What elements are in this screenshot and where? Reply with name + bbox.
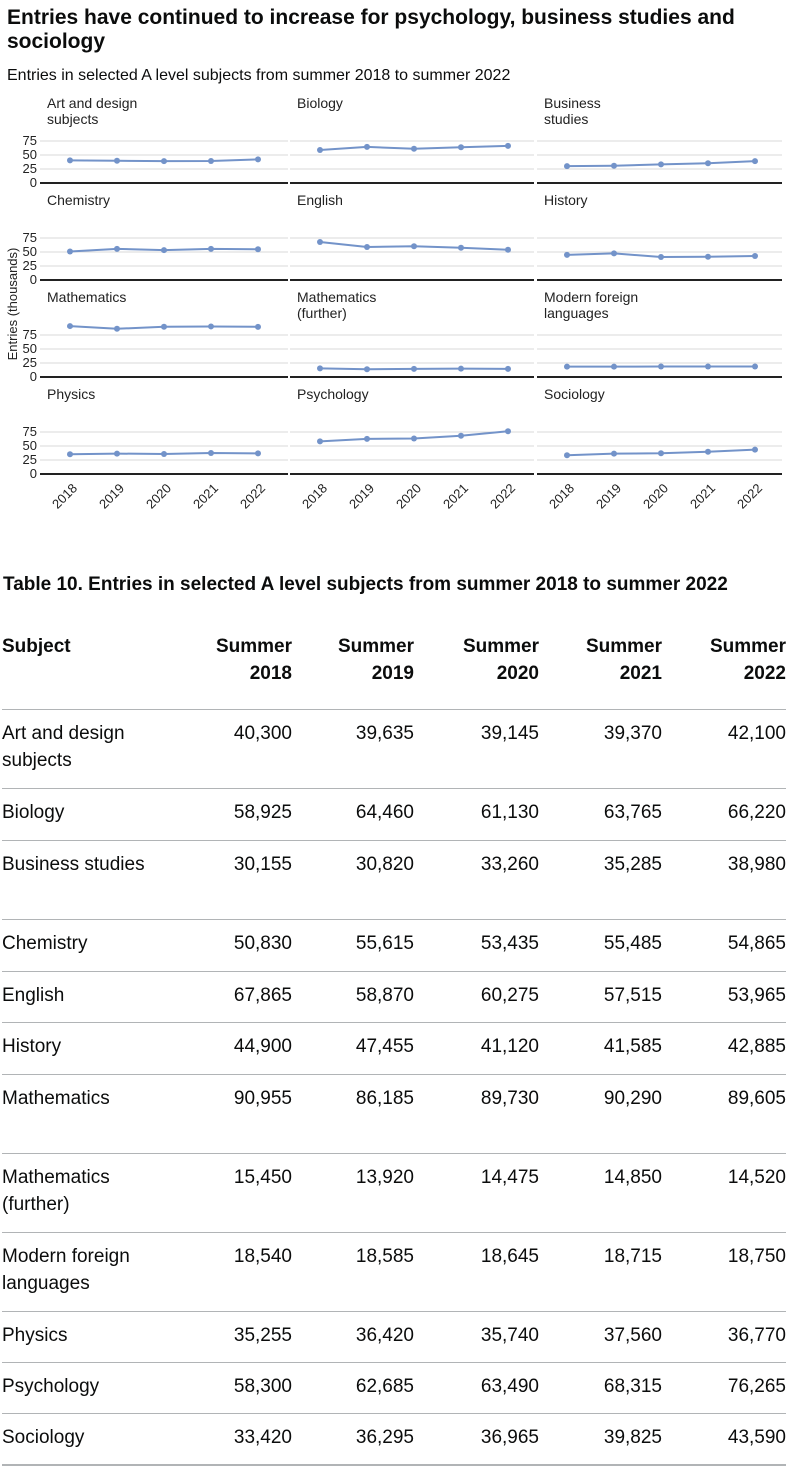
panel-title: studies	[544, 111, 589, 127]
panel-title: Physics	[47, 386, 96, 402]
x-tick-label: 2020	[640, 480, 672, 512]
x-tick-label: 2021	[190, 480, 222, 512]
value-cell: 15,450	[172, 1154, 292, 1233]
value-cell: 44,900	[172, 1023, 292, 1075]
x-tick-label: 2019	[96, 480, 128, 512]
panel-title: Biology	[297, 95, 343, 111]
y-tick-label: 75	[22, 230, 37, 245]
data-point	[658, 254, 664, 260]
panel-title: English	[297, 192, 343, 208]
value-cell: 50,830	[172, 920, 292, 972]
y-tick-label: 25	[22, 258, 37, 273]
data-point	[208, 323, 214, 329]
data-point	[458, 433, 464, 439]
value-cell: 55,615	[292, 920, 414, 972]
subject-cell	[2, 1233, 172, 1312]
value-cell: 58,300	[172, 1363, 292, 1414]
data-point	[317, 239, 323, 245]
subject-text: languages	[2, 1273, 90, 1294]
data-point	[411, 366, 417, 372]
value-cell: 14,850	[539, 1154, 662, 1233]
header-text: Summer	[462, 636, 539, 657]
data-point	[255, 450, 261, 456]
chart-title: Entries have continued to increase for psychology, business studies and sociology	[7, 6, 735, 53]
panel-title: subjects	[47, 111, 99, 127]
data-point	[67, 323, 73, 329]
data-point	[611, 451, 617, 457]
header-text: 2022	[743, 663, 786, 684]
value-cell: 62,685	[292, 1363, 414, 1414]
x-tick-label: 2020	[143, 480, 175, 512]
data-point	[611, 250, 617, 256]
data-point	[114, 326, 120, 332]
subject-cell	[2, 1414, 172, 1466]
value-cell: 58,870	[292, 972, 414, 1023]
y-axis-label: Entries (thousands)	[5, 247, 20, 361]
table-header-row	[2, 633, 786, 710]
header-text: Summer	[215, 636, 292, 657]
value-cell: 37,560	[539, 1312, 662, 1363]
panel-title: Sociology	[544, 386, 605, 402]
panel	[290, 386, 534, 512]
value-cell: 35,740	[414, 1312, 539, 1363]
subject-text: subjects	[2, 750, 72, 771]
table-row	[2, 710, 786, 789]
value-cell: 89,605	[662, 1075, 786, 1154]
value-cell: 63,490	[414, 1363, 539, 1414]
data-point	[611, 364, 617, 370]
subject-text: Art and design	[2, 723, 125, 744]
data-point	[208, 450, 214, 456]
subject-cell	[2, 1023, 172, 1075]
data-point	[317, 147, 323, 153]
table-row	[2, 1312, 786, 1363]
panel	[290, 192, 534, 280]
data-point	[411, 243, 417, 249]
panel-title: Mathematics	[297, 289, 377, 305]
table-row	[2, 1414, 786, 1466]
data-point	[611, 163, 617, 169]
panel-title: Psychology	[297, 386, 369, 402]
y-tick-label: 0	[29, 466, 37, 481]
value-cell: 38,980	[662, 841, 786, 920]
panel	[23, 192, 288, 287]
value-cell: 42,885	[662, 1023, 786, 1075]
x-tick-label: 2022	[487, 480, 519, 512]
value-cell: 33,260	[414, 841, 539, 920]
value-cell: 40,300	[172, 710, 292, 789]
data-point	[411, 435, 417, 441]
value-cell: 54,865	[662, 920, 786, 972]
subject-text: (further)	[2, 1194, 70, 1215]
subject-text: Mathematics	[2, 1167, 110, 1188]
data-point	[364, 144, 370, 150]
x-tick-label: 2019	[346, 480, 378, 512]
table-body	[2, 710, 786, 1466]
value-cell: 14,475	[414, 1154, 539, 1233]
value-cell: 68,315	[539, 1363, 662, 1414]
value-cell: 64,460	[292, 789, 414, 841]
value-cell: 41,585	[539, 1023, 662, 1075]
y-tick-label: 50	[22, 341, 37, 356]
x-tick-label: 2018	[546, 480, 578, 512]
value-cell: 39,635	[292, 710, 414, 789]
value-cell: 89,730	[414, 1075, 539, 1154]
panel	[290, 95, 534, 183]
subject-cell	[2, 710, 172, 789]
value-cell: 55,485	[539, 920, 662, 972]
data-point	[658, 364, 664, 370]
value-cell: 41,120	[414, 1023, 539, 1075]
value-cell: 57,515	[539, 972, 662, 1023]
panel-title: Business	[544, 95, 601, 111]
x-tick-label: 2021	[687, 480, 719, 512]
entries-table	[2, 633, 786, 1466]
data-point	[458, 245, 464, 251]
value-cell: 30,820	[292, 841, 414, 920]
subject-text: Physics	[2, 1325, 68, 1346]
subject-cell	[2, 920, 172, 972]
table-row	[2, 1363, 786, 1414]
data-point	[505, 366, 511, 372]
panel	[23, 95, 288, 190]
data-point	[208, 158, 214, 164]
data-point	[67, 451, 73, 457]
data-point	[458, 366, 464, 372]
value-cell: 36,420	[292, 1312, 414, 1363]
panel-title: Modern foreign	[544, 289, 639, 305]
subject-cell	[2, 1154, 172, 1233]
subject-text: Psychology	[2, 1376, 100, 1397]
value-cell: 18,540	[172, 1233, 292, 1312]
value-cell: 35,285	[539, 841, 662, 920]
data-point	[364, 366, 370, 372]
subject-text: Chemistry	[2, 933, 88, 954]
value-cell: 36,770	[662, 1312, 786, 1363]
panel	[23, 386, 288, 512]
data-point	[255, 156, 261, 162]
data-point	[705, 449, 711, 455]
value-cell: 18,715	[539, 1233, 662, 1312]
chart-subtitle: Entries in selected A level subjects from summer 2018 to summer 2022	[7, 67, 511, 84]
header-text: Summer	[585, 636, 662, 657]
value-cell: 53,435	[414, 920, 539, 972]
data-point	[161, 247, 167, 253]
panel-title: Art and design	[47, 95, 138, 111]
data-point	[364, 436, 370, 442]
table-row	[2, 972, 786, 1023]
year-column-header	[414, 633, 539, 710]
data-point	[752, 447, 758, 453]
subject-cell	[2, 841, 172, 920]
subject-cell	[2, 789, 172, 841]
value-cell: 39,370	[539, 710, 662, 789]
y-tick-label: 75	[22, 424, 37, 439]
table-row	[2, 1233, 786, 1312]
value-cell: 30,155	[172, 841, 292, 920]
data-point	[208, 246, 214, 252]
subject-text: English	[2, 985, 65, 1006]
data-point	[564, 452, 570, 458]
year-column-header	[539, 633, 662, 710]
value-cell: 39,825	[539, 1414, 662, 1466]
value-cell: 35,255	[172, 1312, 292, 1363]
panel-title: languages	[544, 305, 609, 321]
value-cell: 76,265	[662, 1363, 786, 1414]
x-tick-label: 2019	[593, 480, 625, 512]
value-cell: 14,520	[662, 1154, 786, 1233]
data-point	[752, 158, 758, 164]
y-tick-label: 25	[22, 161, 37, 176]
year-column-header	[172, 633, 292, 710]
value-cell: 53,965	[662, 972, 786, 1023]
data-point	[255, 324, 261, 330]
data-point	[161, 158, 167, 164]
data-point	[564, 252, 570, 258]
y-tick-label: 0	[29, 175, 37, 190]
table-row	[2, 1023, 786, 1075]
table-row	[2, 841, 786, 920]
value-cell: 47,455	[292, 1023, 414, 1075]
x-tick-label: 2020	[393, 480, 425, 512]
data-point	[564, 163, 570, 169]
header-text: 2019	[371, 663, 414, 684]
header-text: Subject	[2, 636, 71, 657]
subject-text: Modern foreign	[2, 1246, 130, 1267]
value-cell: 58,925	[172, 789, 292, 841]
panel-title: (further)	[297, 305, 347, 321]
subject-column-header	[2, 633, 172, 710]
data-point	[505, 247, 511, 253]
x-tick-label: 2018	[299, 480, 331, 512]
data-point	[161, 324, 167, 330]
data-point	[114, 158, 120, 164]
value-cell: 18,585	[292, 1233, 414, 1312]
panel-title: History	[544, 192, 588, 208]
panel	[537, 95, 782, 183]
value-cell: 18,750	[662, 1233, 786, 1312]
data-point	[255, 246, 261, 252]
data-point	[67, 157, 73, 163]
subject-cell	[2, 972, 172, 1023]
panel	[290, 289, 534, 377]
value-cell: 36,295	[292, 1414, 414, 1466]
panel-title: Chemistry	[47, 192, 111, 208]
data-point	[505, 143, 511, 149]
y-tick-label: 50	[22, 244, 37, 259]
small-multiples-chart	[0, 90, 799, 530]
data-point	[564, 364, 570, 370]
y-tick-label: 75	[22, 327, 37, 342]
panel	[537, 192, 782, 280]
subject-cell	[2, 1363, 172, 1414]
value-cell: 39,145	[414, 710, 539, 789]
header-text: Summer	[709, 636, 786, 657]
x-tick-label: 2018	[49, 480, 81, 512]
y-tick-label: 25	[22, 355, 37, 370]
value-cell: 63,765	[539, 789, 662, 841]
subject-text: Sociology	[2, 1427, 85, 1448]
x-tick-label: 2022	[734, 480, 766, 512]
panel	[537, 289, 782, 377]
value-cell: 43,590	[662, 1414, 786, 1466]
data-point	[317, 438, 323, 444]
data-point	[114, 451, 120, 457]
subject-text: Mathematics	[2, 1088, 110, 1109]
subject-text: Business studies	[2, 854, 145, 875]
year-column-header	[662, 633, 786, 710]
value-cell: 36,965	[414, 1414, 539, 1466]
subject-cell	[2, 1312, 172, 1363]
data-point	[705, 160, 711, 166]
value-cell: 61,130	[414, 789, 539, 841]
data-point	[752, 364, 758, 370]
data-point	[458, 144, 464, 150]
header-text: 2018	[249, 663, 292, 684]
data-point	[67, 249, 73, 255]
subject-text: History	[2, 1036, 62, 1057]
x-tick-label: 2021	[440, 480, 472, 512]
value-cell: 18,645	[414, 1233, 539, 1312]
y-tick-label: 0	[29, 272, 37, 287]
header-text: 2020	[496, 663, 539, 684]
panel	[537, 386, 782, 512]
year-column-header	[292, 633, 414, 710]
y-tick-label: 0	[29, 369, 37, 384]
y-tick-label: 25	[22, 452, 37, 467]
value-cell: 66,220	[662, 789, 786, 841]
value-cell: 67,865	[172, 972, 292, 1023]
data-point	[705, 364, 711, 370]
data-point	[364, 244, 370, 250]
data-point	[411, 146, 417, 152]
data-point	[658, 161, 664, 167]
value-cell: 13,920	[292, 1154, 414, 1233]
panel-title: Mathematics	[47, 289, 127, 305]
data-point	[161, 451, 167, 457]
data-point	[705, 254, 711, 260]
data-point	[505, 428, 511, 434]
table-row	[2, 789, 786, 841]
table-row	[2, 920, 786, 972]
table-row	[2, 1154, 786, 1233]
data-point	[658, 450, 664, 456]
header-text: Summer	[337, 636, 414, 657]
value-cell: 86,185	[292, 1075, 414, 1154]
value-cell: 60,275	[414, 972, 539, 1023]
data-point	[752, 253, 758, 259]
table-title: Table 10. Entries in selected A level subjects from summer 2018 to summer 2022	[3, 574, 728, 595]
y-tick-label: 75	[22, 133, 37, 148]
panel	[23, 289, 288, 384]
value-cell: 33,420	[172, 1414, 292, 1466]
subject-text: Biology	[2, 802, 65, 823]
y-tick-label: 50	[22, 147, 37, 162]
data-point	[114, 246, 120, 252]
value-cell: 90,955	[172, 1075, 292, 1154]
data-point	[317, 365, 323, 371]
header-text: 2021	[619, 663, 662, 684]
y-tick-label: 50	[22, 438, 37, 453]
value-cell: 90,290	[539, 1075, 662, 1154]
subject-cell	[2, 1075, 172, 1154]
value-cell: 42,100	[662, 710, 786, 789]
x-tick-label: 2022	[237, 480, 269, 512]
table-row	[2, 1075, 786, 1154]
